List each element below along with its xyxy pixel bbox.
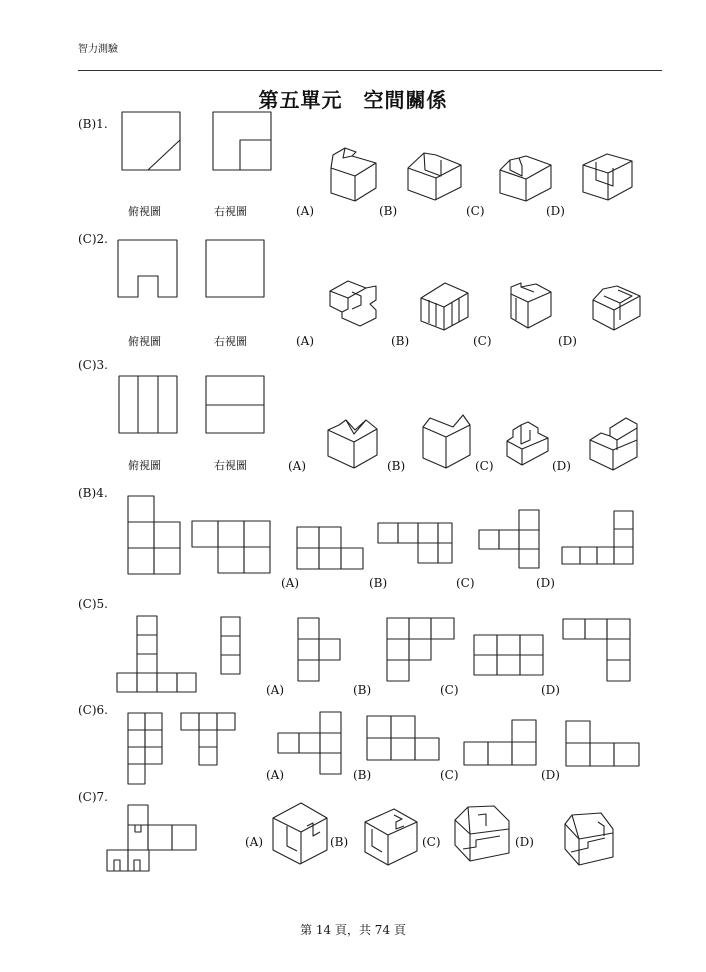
q4-net-main-right: [192, 521, 270, 573]
q2-option-a: (A): [296, 334, 315, 348]
q2-solid-b: [421, 283, 468, 330]
question-label-5: (C)5.: [78, 597, 108, 611]
q2-option-b: (B): [391, 334, 410, 348]
question-label-1: (B)1.: [78, 117, 108, 131]
q4-option-a: (A): [281, 576, 300, 590]
q1-option-c: (C): [466, 204, 485, 218]
q6-net-main-right: [181, 713, 235, 765]
caption-right-view-1: 右視圖: [214, 205, 247, 218]
q6-option-d: (D): [541, 768, 560, 782]
q7-option-b: (B): [330, 835, 349, 849]
q5-net-main-left: [117, 616, 196, 692]
q4-net-option-d: [562, 511, 633, 564]
q1-top-view: [122, 112, 180, 170]
q2-right-view: [206, 240, 264, 297]
question-label-2: (C)2.: [78, 232, 108, 246]
q4-option-b: (B): [369, 576, 388, 590]
q6-net-main-left: [128, 713, 162, 784]
caption-top-view-1: 俯視圖: [128, 205, 161, 218]
q4-option-d: (D): [536, 576, 555, 590]
q6-net-option-a: [278, 712, 341, 774]
q1-solid-b: [408, 153, 461, 200]
q7-solid-a: [273, 803, 327, 864]
q1-solid-c: [500, 156, 551, 201]
q6-net-option-d: [566, 721, 639, 766]
q1-option-d: (D): [546, 204, 565, 218]
page-header: 智力測驗: [78, 44, 118, 55]
q5-option-a: (A): [266, 683, 285, 697]
page-footer: 第 14 頁，共 74 頁: [300, 923, 406, 937]
q1-option-b: (B): [379, 204, 398, 218]
q1-right-view: [213, 112, 271, 170]
q2-option-d: (D): [558, 334, 577, 348]
q3-solid-a: [328, 420, 377, 468]
q3-option-c: (C): [475, 459, 494, 473]
q6-net-option-c: [464, 720, 536, 765]
q5-option-c: (C): [440, 683, 459, 697]
q7-solid-b: [365, 809, 417, 865]
q7-net-main: [107, 805, 196, 871]
q7-solid-c: [455, 806, 509, 861]
q3-option-b: (B): [387, 459, 406, 473]
q5-net-main-right: [221, 617, 240, 674]
q1-solid-d: [583, 154, 632, 200]
q7-option-d: (D): [515, 835, 534, 849]
q1-option-a: (A): [296, 204, 315, 218]
question-label-3: (C)3.: [78, 358, 108, 372]
q5-option-d: (D): [541, 683, 560, 697]
q3-option-a: (A): [288, 459, 307, 473]
q4-net-option-a: [297, 527, 363, 569]
q6-option-b: (B): [353, 768, 372, 782]
q5-option-b: (B): [353, 683, 372, 697]
q3-option-d: (D): [552, 459, 571, 473]
caption-top-view-3: 俯視圖: [128, 459, 161, 472]
question-label-6: (C)6.: [78, 703, 108, 717]
q6-net-option-b: [367, 716, 439, 760]
q2-option-c: (C): [473, 334, 492, 348]
q4-net-main-left: [128, 496, 180, 574]
q1-solid-a: [331, 148, 376, 201]
q5-net-option-b: [387, 618, 454, 681]
question-label-4: (B)4.: [78, 486, 108, 500]
caption-right-view-3: 右視圖: [214, 459, 247, 472]
q6-option-a: (A): [266, 768, 285, 782]
q2-solid-d: [593, 286, 640, 330]
q7-solid-d: [565, 813, 613, 865]
q3-top-view: [119, 376, 177, 433]
caption-right-view-2: 右視圖: [214, 335, 247, 348]
page-title: 第五單元 空間關係: [258, 88, 448, 112]
q3-solid-c: [507, 422, 548, 465]
q6-option-c: (C): [440, 768, 459, 782]
q3-right-view: [206, 376, 264, 433]
q4-option-c: (C): [456, 576, 475, 590]
q2-solid-a: [330, 281, 376, 326]
q4-net-option-c: [479, 510, 539, 568]
question-label-7: (C)7.: [78, 790, 108, 804]
q3-solid-d: [590, 418, 637, 470]
caption-top-view-2: 俯視圖: [128, 335, 161, 348]
q5-net-option-c: [474, 635, 543, 675]
q7-option-c: (C): [422, 835, 441, 849]
q5-net-option-d: [563, 619, 630, 681]
q3-solid-b: [423, 415, 470, 468]
q2-solid-c: [511, 283, 551, 328]
q2-top-view: [118, 240, 177, 297]
q7-option-a: (A): [245, 835, 264, 849]
q4-net-option-b: [378, 523, 452, 563]
q5-net-option-a: [298, 618, 340, 681]
